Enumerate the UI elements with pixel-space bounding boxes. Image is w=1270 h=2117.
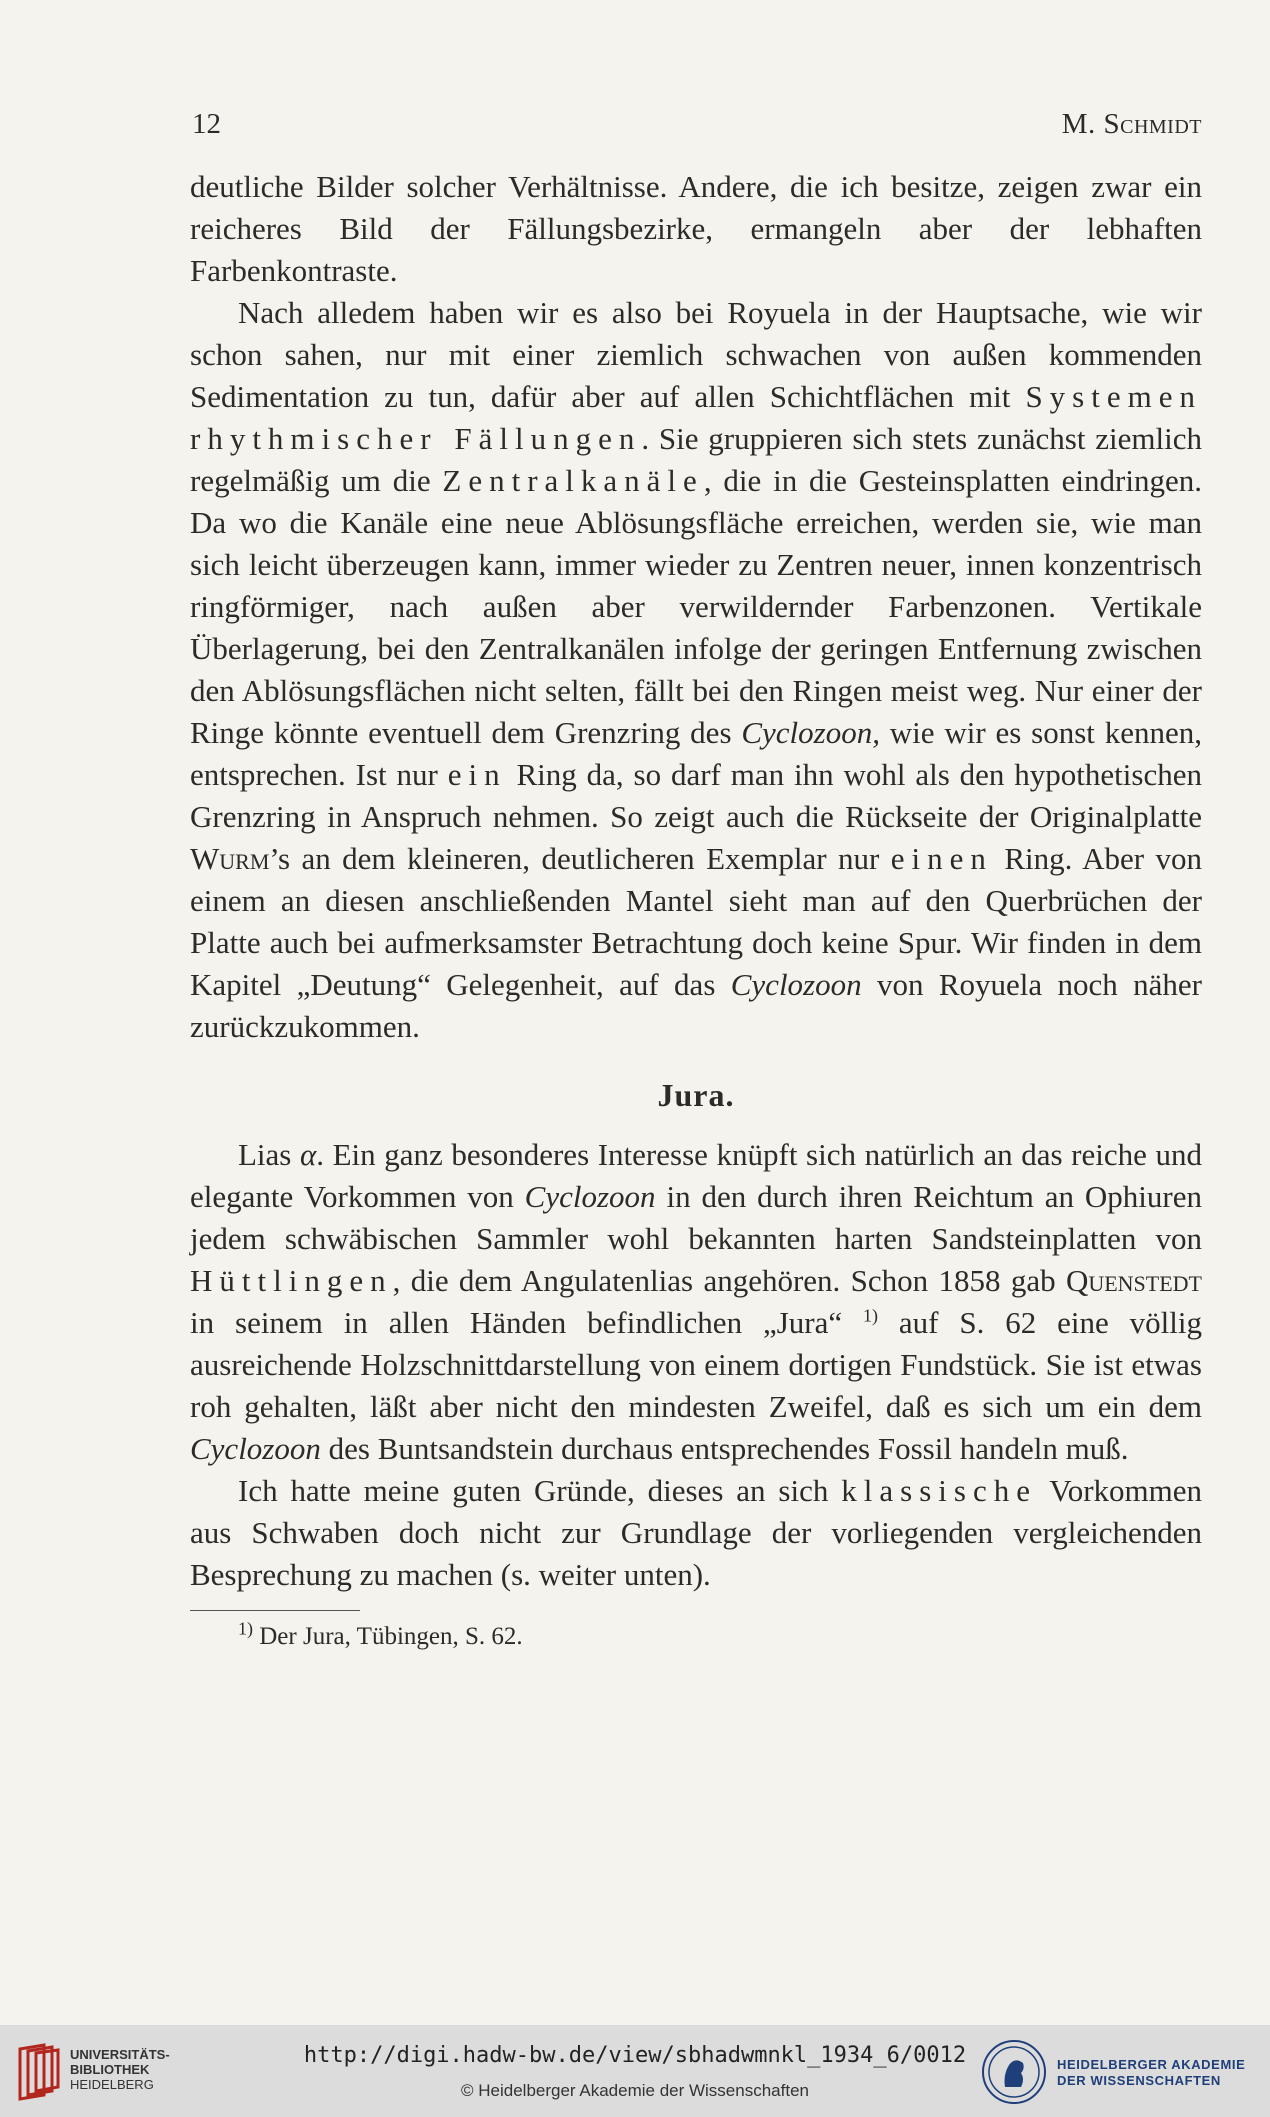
section-heading: Jura. bbox=[657, 1077, 735, 1113]
spaced-emphasis: Hüttlingen bbox=[190, 1263, 393, 1298]
paragraph-4 bbox=[190, 1470, 1202, 1596]
spaced-emphasis: einen bbox=[890, 841, 993, 876]
greek-alpha: α bbox=[299, 1137, 317, 1172]
text-run: Vorkommen aus Schwaben doch nicht zur Grundlage der vorliegenden vergleichenden Besprechung zu machen (s. weiter unten). bbox=[190, 1473, 1203, 1592]
body-text bbox=[190, 166, 1202, 1653]
text-run: Ring da, so darf man ihn wohl als den hypothetischen Grenzring in Anspruch nehmen. So zeigt auch die Rückseite der Originalplatte bbox=[190, 757, 1202, 834]
italic-term: Cyclozoon bbox=[190, 1431, 321, 1466]
footer-bar bbox=[0, 2025, 1270, 2117]
text-run: , die in die Gesteinsplatten eindringen. Da wo die Kanäle eine neue Ablösungsfläche erreichen, werden sie, wie man sich leicht überzeugen kann, immer wieder zu Zentren neuer, innen konzentrisch ringförmiger, nach außen aber verwildernder Farbenzonen. Vertikale Überlagerung, bei den Zentralkanälen infolge der geringen Entfernung zwischen den Ablösungsflächen nicht selten, fällt bei den Ringen meist weg. Nur einer der Ringe könnte eventuell dem Grenzring des bbox=[190, 463, 1202, 750]
academy-logo-line-1: HEIDELBERGER AKADEMIE bbox=[1057, 2057, 1246, 2072]
text-run: in den durch ihren Reichtum an Ophiuren jedem schwäbischen Sammler wohl bekannten harten Sandsteinplatten von bbox=[190, 1179, 1203, 1256]
library-logo-line-3: HEIDELBERG bbox=[70, 2077, 154, 2092]
spaced-emphasis: Zentralkanäle bbox=[442, 463, 704, 498]
academy-logo-line-2: DER WISSENSCHAFTEN bbox=[1057, 2073, 1221, 2088]
footnote-text: Der Jura, Tübingen, S. 62. bbox=[253, 1623, 523, 1650]
text-run: , die dem Angulatenlias angehören. Schon 1858 gab bbox=[392, 1263, 1066, 1298]
text-run: Lias bbox=[238, 1137, 300, 1172]
spaced-emphasis: Systemen rhythmischer Fällungen bbox=[190, 379, 1202, 456]
paragraph-1: deutliche Bilder solcher Verhältnisse. Andere, die ich besitze, zeigen zwar ein reicheres Bild der Fällungsbezirke, ermangeln aber der lebhaften Farbenkontraste. bbox=[190, 169, 1202, 288]
footnote bbox=[190, 1618, 1202, 1653]
text-run: Ring. Aber von einem an diesen anschließenden Mantel sieht man auf den Querbrüchen der Platte auch bei aufmerksamster Betrachtung doch keine Spur. Wir finden in dem Kapitel „Deutung“ Gelegenheit, auf das bbox=[190, 841, 1202, 1002]
footnote-mark: 1) bbox=[238, 1618, 253, 1639]
running-author: M. Schmidt bbox=[1061, 108, 1202, 140]
small-caps-name: Quenstedt bbox=[1065, 1263, 1202, 1298]
text-run: des Buntsandstein durchaus entsprechendes Fossil handeln muß. bbox=[320, 1431, 1129, 1466]
running-header bbox=[192, 108, 1202, 148]
text-run: Nach alledem haben wir es also bei Royuela in der Hauptsache, wie wir schon sahen, nur mit einer ziemlich schwachen von außen kommenden Sedimentation zu tun, dafür aber auf allen Schichtflächen mit bbox=[190, 295, 1202, 414]
italic-term: Cyclozoon bbox=[730, 967, 862, 1002]
text-run: in seinem in allen Händen befindlichen „Jura“ bbox=[190, 1305, 864, 1340]
spaced-emphasis: klassische bbox=[841, 1473, 1037, 1508]
copyright-notice: © Heidelberger Akademie der Wissenschaften bbox=[461, 2081, 809, 2100]
small-caps-name: Wurm bbox=[190, 841, 270, 876]
page-number: 12 bbox=[192, 108, 221, 140]
spaced-emphasis: ein bbox=[447, 757, 507, 792]
academy-logo[interactable] bbox=[981, 2039, 1256, 2103]
text-run: auf S. 62 eine völlig ausreichende Holzschnittdarstellung von einem dortigen Fundstück. Sie ist etwas roh gehalten, läßt aber nicht den mindesten Zweifel, daß es sich um ein dem bbox=[190, 1305, 1202, 1424]
text-run: von Royuela noch näher zurückzukommen. bbox=[190, 967, 1202, 1044]
text-run: Ich hatte meine guten Gründe, dieses an sich bbox=[238, 1473, 842, 1508]
paragraph-2 bbox=[190, 292, 1202, 1048]
academy-seal-icon bbox=[981, 2039, 1047, 2105]
footnote-reference[interactable]: 1) bbox=[863, 1305, 879, 1326]
footnote-divider bbox=[190, 1610, 360, 1611]
paragraph-3 bbox=[190, 1134, 1202, 1470]
text-run: . Sie gruppieren sich stets zunächst ziemlich regelmäßig um die bbox=[190, 421, 1203, 498]
library-logo-line-1: UNIVERSITÄTS- bbox=[70, 2047, 170, 2062]
italic-term: Cyclozoon bbox=[524, 1179, 656, 1214]
text-run: wie wir es sonst kennen, entsprechen. Ist nur bbox=[190, 715, 1202, 792]
italic-term: Cyclozoon, bbox=[741, 715, 880, 750]
text-run: . Ein ganz besonderes Interesse knüpft sich natürlich an das reiche und elegante Vorkommen von bbox=[190, 1137, 1203, 1214]
permalink-url[interactable]: http://digi.hadw-bw.de/view/sbhadwmnkl_1934_6/0012 bbox=[303, 2043, 967, 2068]
text-run: ’s an dem kleineren, deutlicheren Exemplar nur bbox=[269, 841, 891, 876]
library-logo-line-2: BIBLIOTHEK bbox=[70, 2062, 150, 2077]
